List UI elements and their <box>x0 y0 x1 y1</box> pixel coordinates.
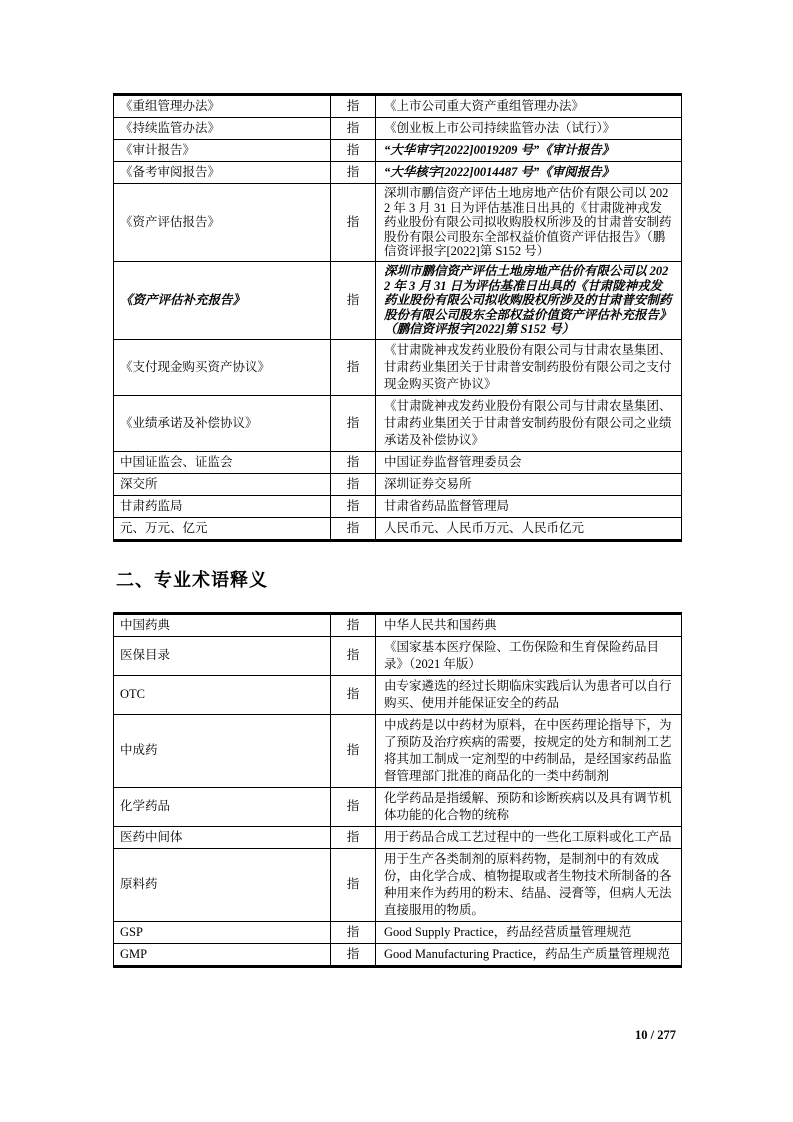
page-content <box>113 93 681 968</box>
table-row <box>114 339 682 395</box>
table-row <box>114 943 682 966</box>
definition-cell: 用于生产各类制剂的原料药物，是制剂中的有效成份，由化学合成、植物提取或者生物技术所制备的各种用来作为药用的粉末、结晶、浸膏等，但病人无法直接服用的物质。 <box>376 848 682 921</box>
connector-cell: 指 <box>331 473 376 495</box>
table-row <box>114 495 682 517</box>
term-cell: 《持续监管办法》 <box>114 118 331 140</box>
table-row <box>114 184 682 262</box>
table-row <box>114 261 682 339</box>
page-number: 10 / 277 <box>635 1028 676 1042</box>
definition-cell: 《创业板上市公司持续监管办法（试行）》 <box>376 118 682 140</box>
table-row <box>114 848 682 921</box>
table-row <box>114 714 682 787</box>
connector-cell: 指 <box>331 675 376 714</box>
term-cell: 《备考审阅报告》 <box>114 162 331 184</box>
term-cell: 中国药典 <box>114 613 331 636</box>
definition-cell: 人民币元、人民币万元、人民币亿元 <box>376 517 682 540</box>
connector-cell: 指 <box>331 787 376 826</box>
term-cell: 医药中间体 <box>114 826 331 848</box>
term-cell: 深交所 <box>114 473 331 495</box>
table-row <box>114 140 682 162</box>
definition-cell: 用于药品合成工艺过程中的一些化工原料或化工产品 <box>376 826 682 848</box>
connector-cell: 指 <box>331 118 376 140</box>
definitions-table-body <box>114 95 682 541</box>
definition-cell: 甘肃省药品监督管理局 <box>376 495 682 517</box>
definition-cell: 中华人民共和国药典 <box>376 613 682 636</box>
definition-cell: 深圳市鹏信资产评估土地房地产估价有限公司以 2022 年 3 月 31 日为评估基准日出具的《甘肃陇神戎发药业股份有限公司拟收购股权所涉及的甘肃普安制药股份有限公司股东全部权益价值资产评估报告》（鹏信资评报字[2022]第 S152 号） <box>376 184 682 262</box>
definition-cell: 《甘肃陇神戎发药业股份有限公司与甘肃农垦集团、甘肃药业集团关于甘肃普安制药股份有限公司之业绩承诺及补偿协议》 <box>376 395 682 451</box>
table-row <box>114 787 682 826</box>
term-cell: 《支付现金购买资产协议》 <box>114 339 331 395</box>
term-cell: 《审计报告》 <box>114 140 331 162</box>
definition-cell: 化学药品是指缓解、预防和诊断疾病以及具有调节机体功能的化合物的统称 <box>376 787 682 826</box>
table-row <box>114 395 682 451</box>
definition-cell: “大华核字[2022]0014487 号”《审阅报告》 <box>376 162 682 184</box>
terms-table-body <box>114 613 682 966</box>
table-row <box>114 826 682 848</box>
connector-cell: 指 <box>331 714 376 787</box>
connector-cell: 指 <box>331 636 376 675</box>
definition-cell: Good Supply Practice，药品经营质量管理规范 <box>376 921 682 943</box>
definition-cell: 中国证券监督管理委员会 <box>376 451 682 473</box>
term-cell: OTC <box>114 675 331 714</box>
definition-cell: 由专家遴选的经过长期临床实践后认为患者可以自行购买、使用并能保证安全的药品 <box>376 675 682 714</box>
term-cell: 《业绩承诺及补偿协议》 <box>114 395 331 451</box>
term-cell: GMP <box>114 943 331 966</box>
term-cell: 《资产评估补充报告》 <box>114 261 331 339</box>
definition-cell: 深圳证券交易所 <box>376 473 682 495</box>
connector-cell: 指 <box>331 339 376 395</box>
table-row <box>114 675 682 714</box>
table-row <box>114 517 682 540</box>
term-cell: 原料药 <box>114 848 331 921</box>
connector-cell: 指 <box>331 395 376 451</box>
table-row <box>114 473 682 495</box>
connector-cell: 指 <box>331 921 376 943</box>
connector-cell: 指 <box>331 261 376 339</box>
term-cell: 化学药品 <box>114 787 331 826</box>
definition-cell: 中成药是以中药材为原料，在中医药理论指导下，为了预防及治疗疾病的需要，按规定的处方和制剂工艺将其加工制成一定剂型的中药制品，是经国家药品监督管理部门批准的商品化的一类中药制剂 <box>376 714 682 787</box>
connector-cell: 指 <box>331 495 376 517</box>
connector-cell: 指 <box>331 613 376 636</box>
table-row <box>114 451 682 473</box>
term-cell: GSP <box>114 921 331 943</box>
connector-cell: 指 <box>331 826 376 848</box>
term-cell: 中成药 <box>114 714 331 787</box>
table-row <box>114 613 682 636</box>
term-cell: 《重组管理办法》 <box>114 95 331 118</box>
terms-table <box>113 612 682 968</box>
table-row <box>114 95 682 118</box>
definitions-table-continued <box>113 93 682 542</box>
definition-cell: 深圳市鹏信资产评估土地房地产估价有限公司以 2022 年 3 月 31 日为评估基准日出具的《甘肃陇神戎发药业股份有限公司拟收购股权所涉及的甘肃普安制药股份有限公司股东全部权益价值资产评估补充报告》（鹏信资评报字[2022]第 S152 号） <box>376 261 682 339</box>
connector-cell: 指 <box>331 140 376 162</box>
table-row <box>114 636 682 675</box>
connector-cell: 指 <box>331 184 376 262</box>
connector-cell: 指 <box>331 943 376 966</box>
definition-cell: Good Manufacturing Practice，药品生产质量管理规范 <box>376 943 682 966</box>
definition-cell: 《国家基本医疗保险、工伤保险和生育保险药品目录》（2021 年版） <box>376 636 682 675</box>
connector-cell: 指 <box>331 95 376 118</box>
definition-cell: 《上市公司重大资产重组管理办法》 <box>376 95 682 118</box>
term-cell: 中国证监会、证监会 <box>114 451 331 473</box>
definition-cell: 《甘肃陇神戎发药业股份有限公司与甘肃农垦集团、甘肃药业集团关于甘肃普安制药股份有限公司之支付现金购买资产协议》 <box>376 339 682 395</box>
connector-cell: 指 <box>331 451 376 473</box>
term-cell: 《资产评估报告》 <box>114 184 331 262</box>
connector-cell: 指 <box>331 162 376 184</box>
definition-cell: “大华审字[2022]0019209 号”《审计报告》 <box>376 140 682 162</box>
table-row <box>114 162 682 184</box>
connector-cell: 指 <box>331 848 376 921</box>
section-heading: 二、专业术语释义 <box>116 569 268 590</box>
table-row <box>114 118 682 140</box>
term-cell: 医保目录 <box>114 636 331 675</box>
table-row <box>114 921 682 943</box>
connector-cell: 指 <box>331 517 376 540</box>
term-cell: 甘肃药监局 <box>114 495 331 517</box>
term-cell: 元、万元、亿元 <box>114 517 331 540</box>
